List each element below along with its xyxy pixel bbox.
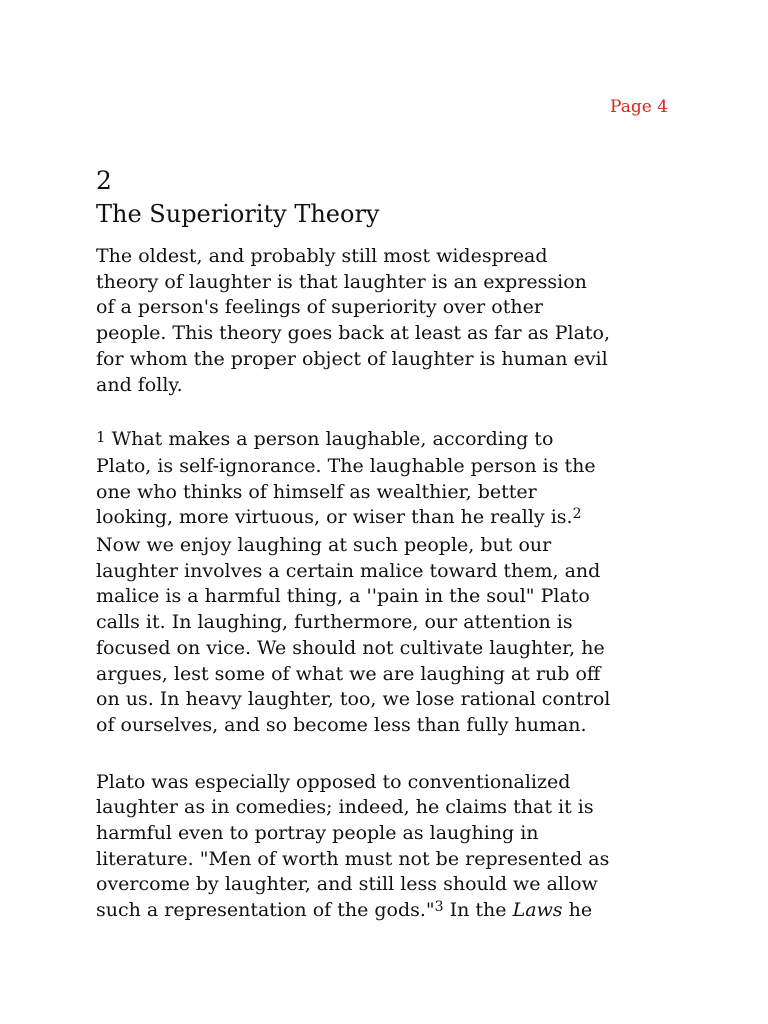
- page-number: Page 4: [610, 97, 668, 117]
- chapter-title: The Superiority Theory: [96, 200, 380, 228]
- text-line: one who thinks of himself as wealthier, better: [96, 480, 537, 503]
- text-line: for whom the proper object of laughter is human evil: [96, 347, 608, 370]
- text-line: people. This theory goes back at least as far as Plato,: [96, 322, 611, 345]
- paragraph: [96, 427, 686, 738]
- text-segment: In the: [443, 899, 513, 922]
- text-line: laughter as in comedies; indeed, he claims that it is: [96, 796, 594, 819]
- text-line: of ourselves, and so become less than fully human.: [96, 713, 587, 736]
- text-segment: looking, more virtuous, or wiser than he really is.: [96, 506, 573, 529]
- text-line: literature. "Men of worth must not be represented as: [96, 847, 610, 870]
- text-segment: What makes a person laughable, according to: [105, 428, 554, 451]
- text-line: The oldest, and probably still most widespread: [96, 245, 548, 267]
- text-line: focused on vice. We should not cultivate laughter, he: [96, 636, 605, 659]
- text-line: argues, lest some of what we are laughing at rub off: [96, 662, 601, 685]
- footnote-marker: 3: [434, 899, 444, 916]
- paragraph: [96, 770, 686, 926]
- text-line: theory of laughter is that laughter is an expression: [96, 270, 587, 293]
- text-line: laughter involves a certain malice toward them, and: [96, 559, 601, 582]
- text-line: [96, 898, 686, 926]
- book-title: Laws: [512, 899, 563, 922]
- text-segment: such a representation of the gods.": [96, 899, 435, 922]
- document-page: [96, 0, 686, 1024]
- body-text: [96, 244, 686, 926]
- text-line: Now we enjoy laughing at such people, but our: [96, 534, 552, 557]
- text-line: on us. In heavy laughter, too, we lose rational control: [96, 688, 611, 711]
- text-line: [96, 505, 686, 533]
- text-line: Plato was especially opposed to conventionalized: [96, 770, 571, 793]
- text-line: and folly.: [96, 373, 183, 396]
- text-line: [96, 427, 686, 454]
- footnote-marker: 2: [572, 506, 582, 523]
- footnote-marker: 1: [96, 428, 106, 447]
- text-line: harmful even to portray people as laughing in: [96, 822, 539, 845]
- paragraph: [96, 244, 686, 398]
- text-segment: he: [562, 899, 593, 922]
- text-line: of a person's feelings of superiority over other: [96, 296, 543, 319]
- chapter-number: 2: [96, 166, 112, 195]
- text-line: Plato, is self-ignorance. The laughable person is the: [96, 454, 596, 477]
- text-line: malice is a harmful thing, a ''pain in the soul" Plato: [96, 585, 590, 608]
- text-line: overcome by laughter, and still less should we allow: [96, 873, 598, 896]
- text-line: calls it. In laughing, furthermore, our attention is: [96, 611, 573, 634]
